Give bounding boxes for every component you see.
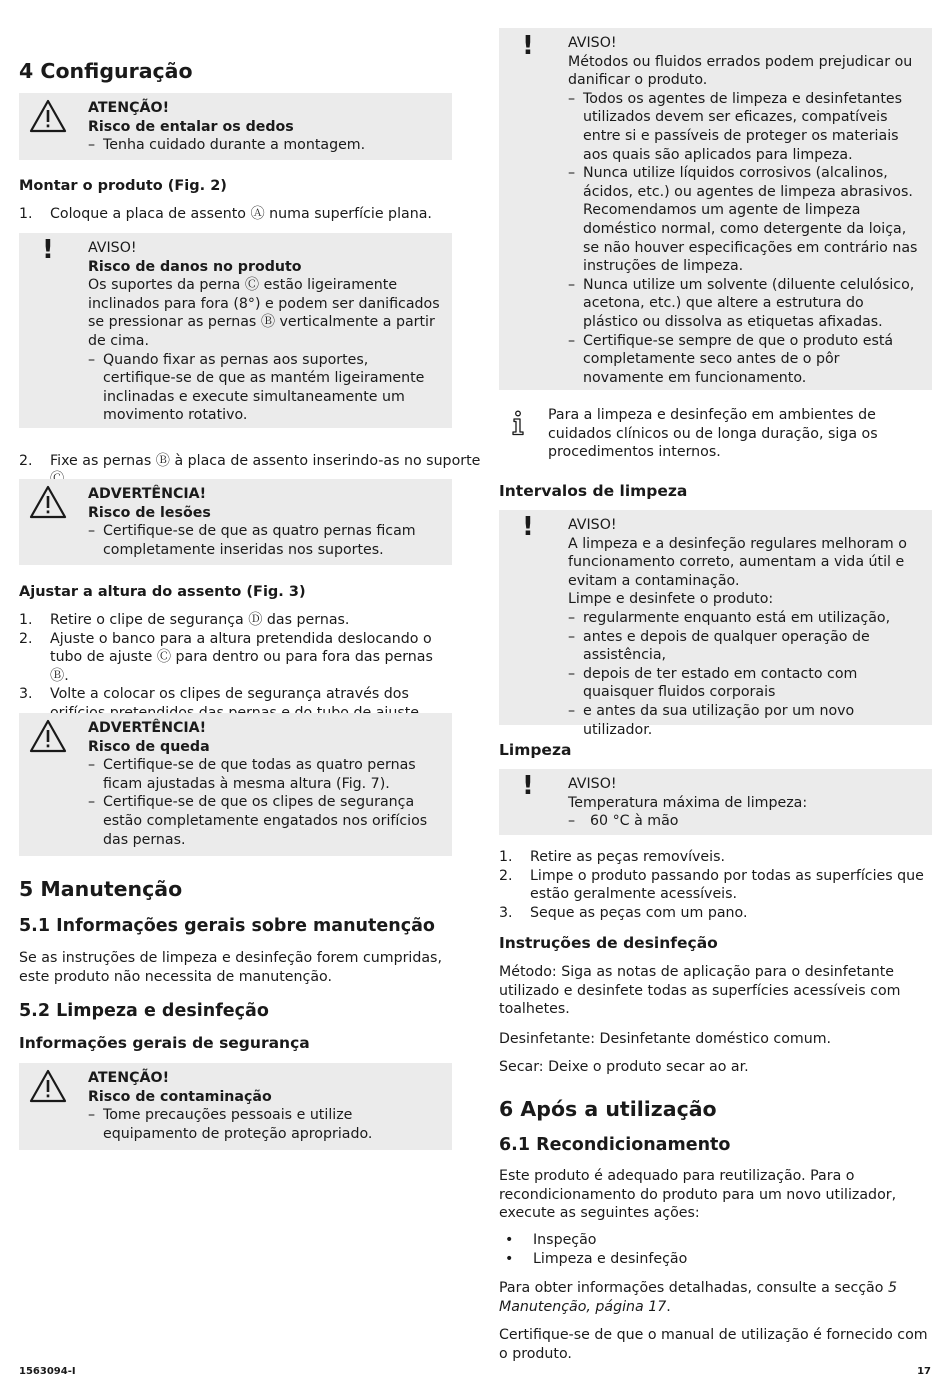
safety-heading: Informações gerais de segurança — [19, 1034, 310, 1052]
caution-label: ATENÇÃO! — [88, 1070, 170, 1086]
caution-item: – Tome precauções pessoais e utilize equipamento de proteção apropriado. — [88, 1106, 442, 1143]
list-item — [19, 611, 452, 630]
caution-label: ATENÇÃO! — [88, 100, 170, 116]
manual-note: Certifique-se de que o manual de utilização é fornecido com o produto. — [499, 1327, 928, 1362]
notice-item: – e antes da sua utilização por um novo utilizador. — [568, 702, 922, 739]
notice-item: – antes e depois de qualquer operação de assistência, — [568, 628, 922, 665]
notice-body: Temperatura máxima de limpeza: — [568, 794, 808, 811]
step-text: Volte a colocar os clipes de segurança através dos — [50, 686, 409, 703]
notice-body: A limpeza e a desinfeção regulares melhoram o funcionamento correto, aumentam a vida útil e evitam a contaminação. — [568, 535, 907, 589]
warning-label: ADVERTÊNCIA! — [88, 486, 207, 502]
adjust-heading: Ajustar a altura do assento (Fig. 3) — [19, 584, 306, 600]
notice-item: – Nunca utilize líquidos corrosivos (alcalinos, ácidos, etc.) ou agentes de limpeza abrasivos. Recomendamos um agente de limpeza doméstico normal, como detergente da loiça, se não houver especificações em contrário nas instruções de limpeza. — [568, 164, 922, 276]
assemble-step-1 — [19, 205, 483, 224]
section-4-title: 4 Configuração — [19, 59, 193, 83]
notice-item: – Certifique-se sempre de que o produto está completamente seco antes de o pôr novamente em funcionamento. — [568, 332, 922, 388]
notice-label: AVISO! — [88, 240, 137, 256]
section-5-2-title: 5.2 Limpeza e desinfeção — [19, 1001, 269, 1021]
document-number: 1563094-I — [19, 1366, 76, 1377]
warning-subtitle: Risco de queda — [88, 738, 210, 755]
step-number: 1. — [19, 206, 33, 222]
notice-body: Métodos ou fluidos errados podem prejudicar ou danificar o produto. — [568, 53, 913, 89]
list-item — [499, 904, 932, 923]
notice-body-2: Limpe e desinfete o produto: — [568, 591, 774, 608]
list-item — [499, 848, 932, 867]
section-6-1-title: 6.1 Recondicionamento — [499, 1135, 731, 1155]
caution-box-pinching — [19, 93, 452, 160]
caution-subtitle: Risco de contaminação — [88, 1088, 272, 1105]
warning-box-injury — [19, 479, 452, 565]
page-number: 17 — [917, 1366, 931, 1377]
section-6-title: 6 Após a utilização — [499, 1097, 717, 1121]
step-number: 1. — [19, 612, 33, 628]
warning-label: ADVERTÊNCIA! — [88, 720, 207, 736]
section-5-title: 5 Manutenção — [19, 877, 183, 901]
reference-paragraph — [499, 1279, 932, 1316]
adjust-steps-list — [19, 611, 452, 723]
caution-box-contamination — [19, 1063, 452, 1150]
warning-triangle-icon — [29, 485, 67, 525]
notice-box-wrong-fluids — [499, 28, 932, 390]
step-text: Retire as peças removíveis. — [530, 849, 725, 865]
step-number: 1. — [499, 849, 513, 865]
reference-suffix: . — [666, 1298, 671, 1315]
step-text: Ajuste o banco para a altura pretendida deslocando o tubo de ajuste Ⓒ para dentro ou para fora das pernas Ⓑ. — [50, 630, 433, 684]
step-text: Fixe as pernas Ⓑ à placa de assento inserindo-as no suporte — [50, 452, 481, 469]
notice-label: AVISO! — [568, 35, 617, 51]
list-item: • Inspeção — [499, 1231, 932, 1250]
warning-item: – Certifique-se de que as quatro pernas ficam completamente inseridas nos suportes. — [88, 522, 442, 559]
notice-body: Os suportes da perna Ⓒ estão ligeiramente inclinados para fora (8°) e podem ser danificados se pressionar as pernas Ⓑ verticalmente a partir de cima. — [88, 277, 440, 349]
cleaning-heading: Limpeza — [499, 741, 572, 759]
disinfectant-line: Desinfetante: Desinfetante doméstico comum. — [499, 1031, 832, 1047]
reference-prefix: Para obter informações detalhadas, consulte a secção — [499, 1280, 888, 1296]
disinfection-heading: Instruções de desinfeção — [499, 934, 718, 952]
warning-item: – Certifique-se de que os clipes de segurança estão completamente engatados nos orifícios das pernas. — [88, 793, 442, 849]
notice-box-product-damage — [19, 233, 452, 428]
warning-triangle-icon — [29, 719, 67, 759]
notice-label: AVISO! — [568, 517, 617, 533]
info-note — [499, 406, 932, 462]
maintenance-text: Se as instruções de limpeza e desinfeção forem cumpridas, este produto não necessita de manutenção. — [19, 950, 442, 985]
notice-item: – Todos os agentes de limpeza e desinfetantes utilizados devem ser eficazes, compatíveis entre si e passíveis de proteger os materiais aos quais são aplicados para limpeza. — [568, 90, 922, 164]
disinfection-method: Método: Siga as notas de aplicação para o desinfetante utilizado e desinfete todas as superfícies acessíveis com toalhetes. — [499, 964, 901, 1018]
reconditioning-intro: Este produto é adequado para reutilização. Para o recondicionamento do produto para um novo utilizador, execute as seguintes ações: — [499, 1168, 897, 1222]
intervals-heading: Intervalos de limpeza — [499, 482, 688, 500]
notice-item: – 60 °C à mão — [568, 812, 922, 831]
warning-item: – Certifique-se de que todas as quatro pernas ficam ajustadas à mesma altura (Fig. 7). — [88, 756, 442, 793]
notice-item: – Nunca utilize um solvente (diluente celulósico, acetona, etc.) que altere a estrutura do plástico ou dissolva as etiquetas afixadas. — [568, 276, 922, 332]
left-column — [19, 0, 481, 1142]
list-item — [19, 630, 452, 686]
info-icon — [509, 410, 527, 442]
exclamation-icon: ! — [522, 512, 534, 542]
warning-triangle-icon — [29, 1069, 67, 1109]
caution-subtitle: Risco de entalar os dedos — [88, 118, 294, 135]
warning-triangle-icon — [29, 99, 67, 139]
exclamation-icon: ! — [522, 31, 534, 61]
list-item: • Limpeza e desinfeção — [499, 1250, 932, 1269]
notice-box-temperature — [499, 769, 932, 835]
cleaning-steps-list — [499, 848, 932, 922]
step-text: Retire o clipe de segurança Ⓓ das pernas. — [50, 612, 350, 628]
section-5-1-title: 5.1 Informações gerais sobre manutenção — [19, 916, 435, 936]
notice-item: – depois de ter estado em contacto com quaisquer fluidos corporais — [568, 665, 922, 702]
notice-item: – regularmente enquanto está em utilização, — [568, 609, 922, 628]
notice-item: – Quando fixar as pernas aos suportes, certifique-se de que as mantém ligeiramente inclinadas e execute simultaneamente um movimento rotativo. — [88, 351, 442, 425]
caution-item: – Tenha cuidado durante a montagem. — [88, 136, 442, 155]
step-number: 3. — [499, 904, 513, 921]
drying-line: Secar: Deixe o produto secar ao ar. — [499, 1059, 749, 1075]
notice-box-intervals — [499, 510, 932, 738]
exclamation-icon: ! — [522, 771, 534, 801]
section-reference-link[interactable]: 5 Manutenção, página 17 — [499, 1280, 897, 1315]
warning-box-fall — [19, 713, 452, 856]
reconditioning-bullets — [499, 1231, 932, 1268]
warning-subtitle: Risco de lesões — [88, 504, 211, 521]
step-number: 3. — [19, 686, 33, 703]
step-text: Coloque a placa de assento Ⓐ numa superfície plana. — [50, 206, 432, 222]
step-number: 2. — [19, 630, 33, 647]
step-text: Limpe o produto passando por todas as superfícies que estão geralmente acessíveis. — [530, 867, 924, 903]
step-text: Seque as peças com um pano. — [530, 904, 748, 921]
step-number: 2. — [19, 452, 33, 469]
info-text: Para a limpeza e desinfeção em ambientes de cuidados clínicos ou de longa duração, siga os procedimentos internos. — [548, 407, 878, 461]
notice-subtitle: Risco de danos no produto — [88, 258, 302, 275]
exclamation-icon: ! — [42, 235, 54, 265]
assemble-heading: Montar o produto (Fig. 2) — [19, 178, 227, 194]
list-item — [499, 867, 932, 904]
notice-label: AVISO! — [568, 776, 617, 792]
step-number: 2. — [499, 867, 513, 884]
